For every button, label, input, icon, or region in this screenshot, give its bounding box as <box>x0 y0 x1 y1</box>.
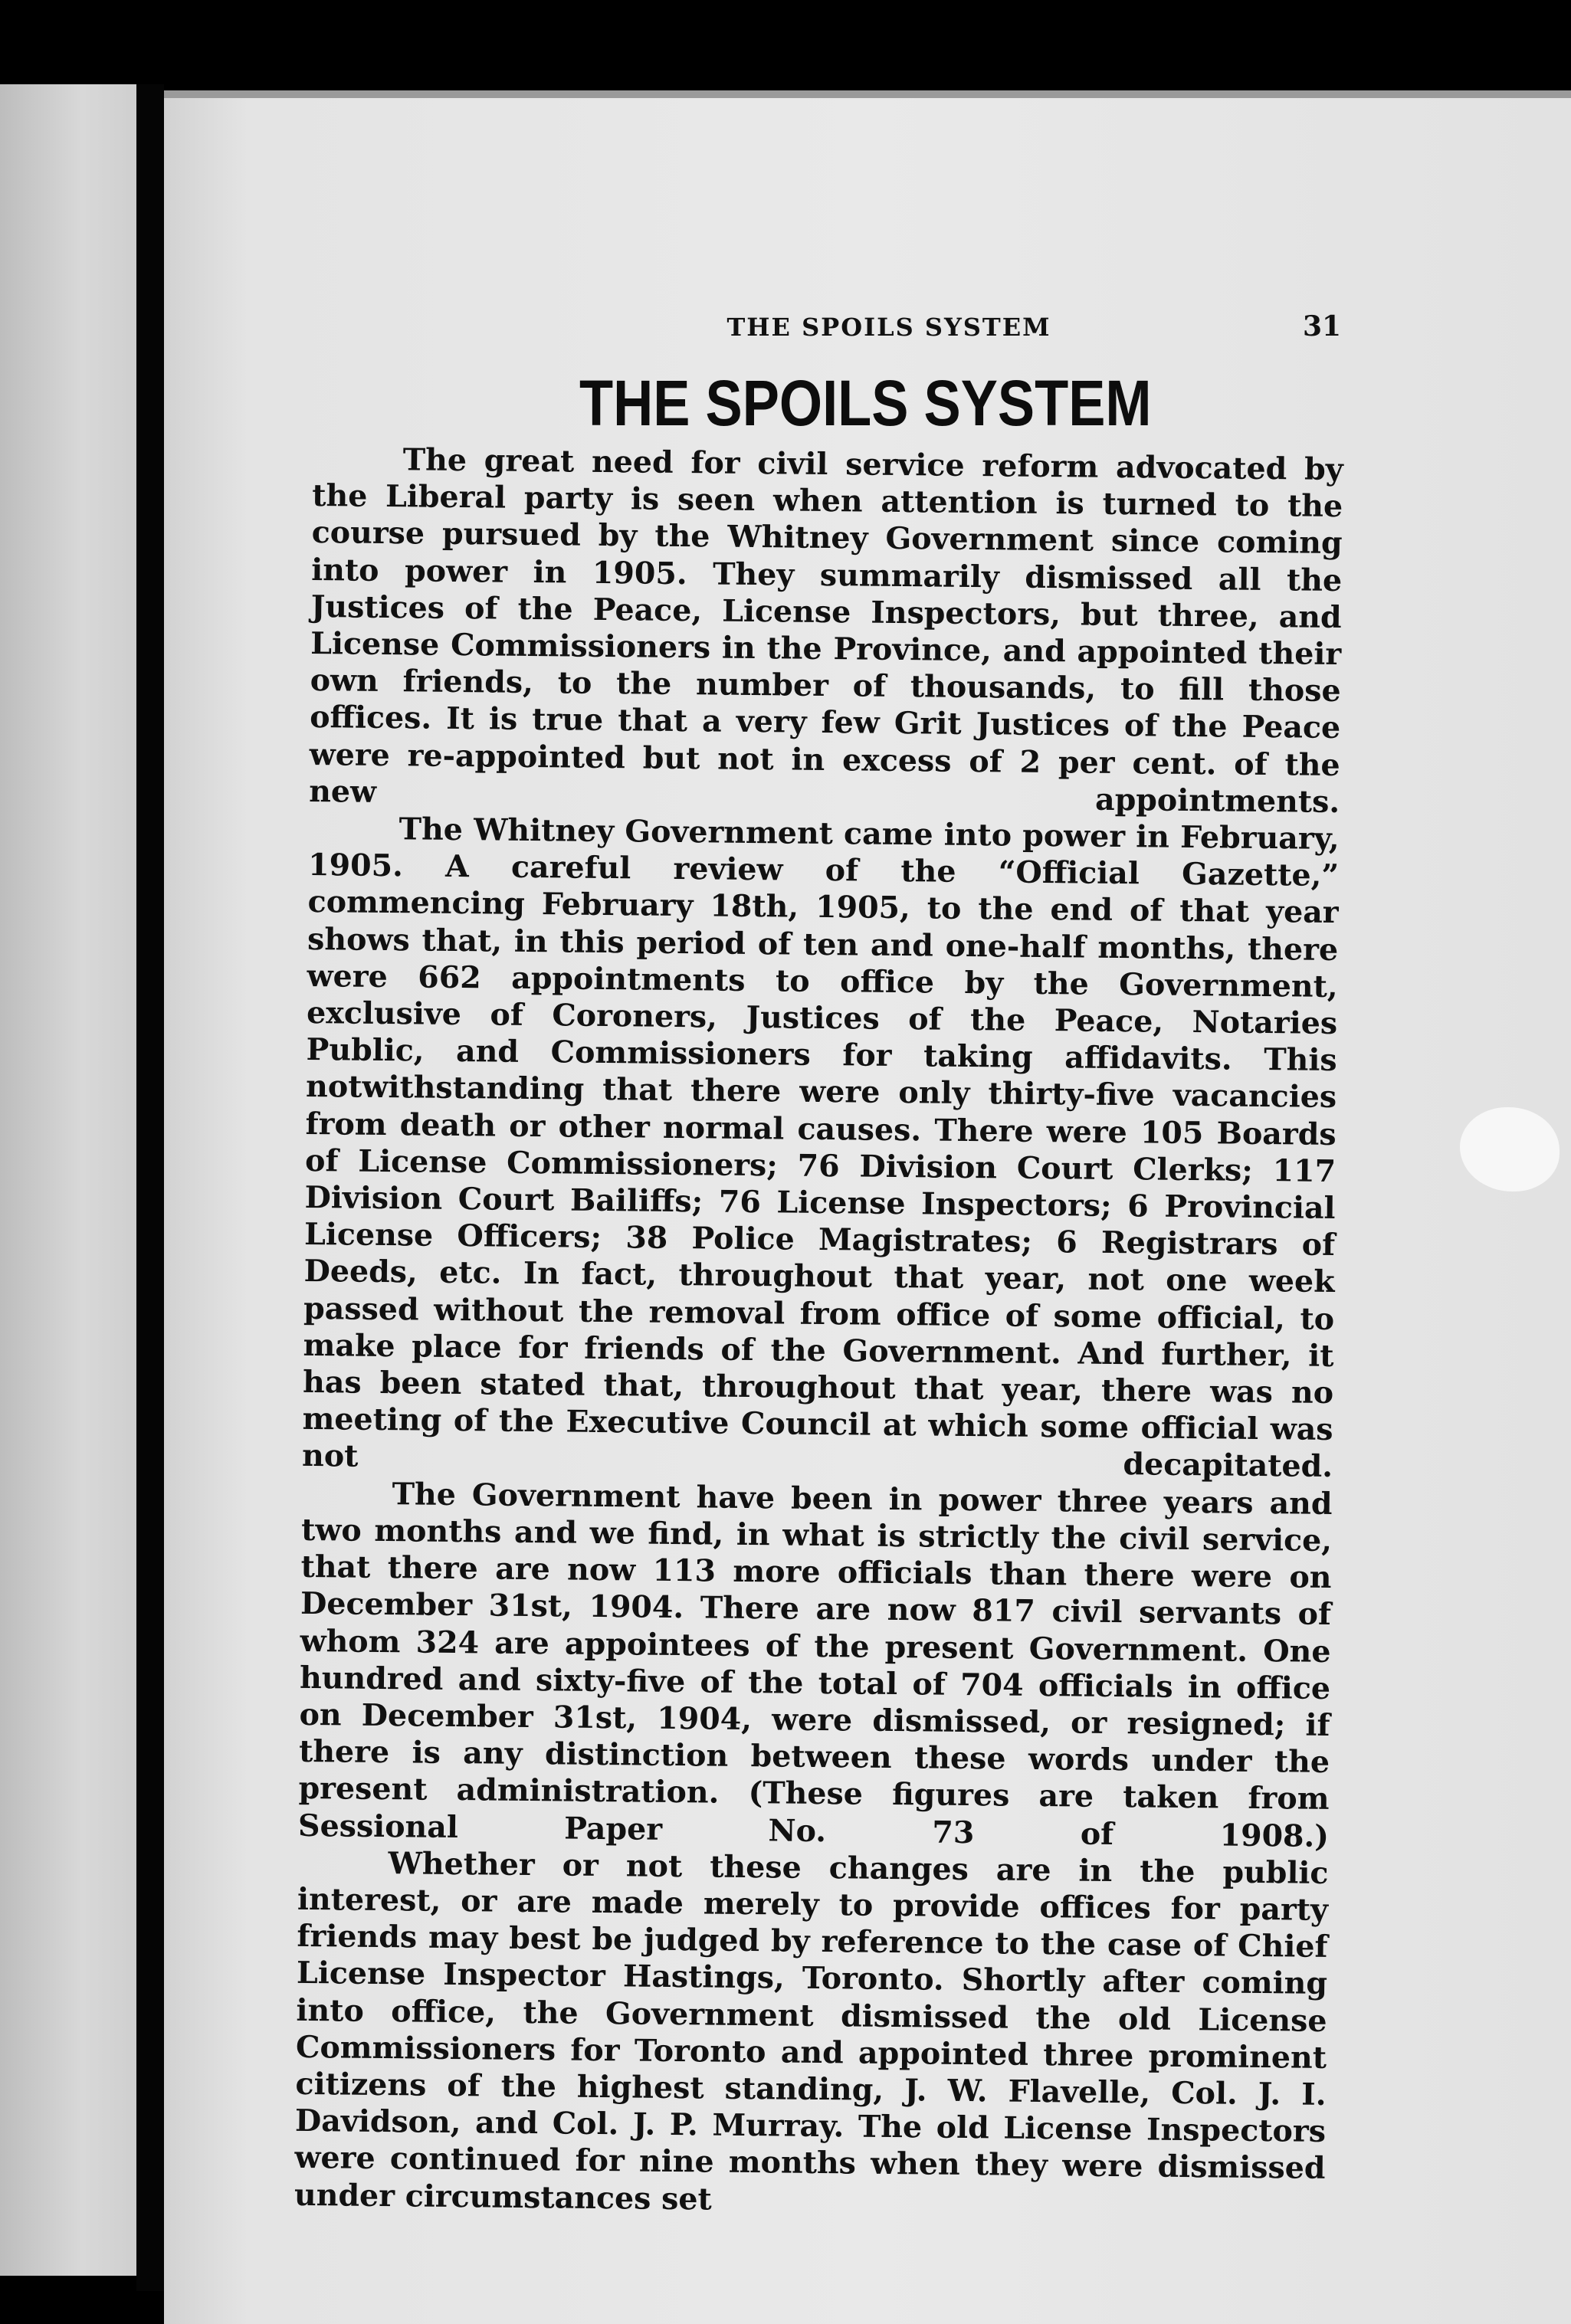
paragraph-3: The Government have been in power three years and two months and we find, in what is strictly the civil service, that there are now 113 more officials than there were on December 31st, 1904. There are now 817 civil servants of whom 324 are appointees of the present Government. One hundred and sixty-five of the total of 704 officials in office on December 31st, 1904, were dismissed, or resigned; if there is any distinction between these words under the present administration. (These figures are taken from Sessional Paper No. 73 of 1908.) <box>297 1476 1333 1854</box>
running-head: THE SPOILS SYSTEM <box>726 313 1051 342</box>
paragraph-1: The great need for civil service reform advocated by the Liberal party is seen when attention is turned to the course pursued by the Whitney Government since coming into power in 1905. They summarily dismissed all the Justices of the Peace, License Inspectors, but three, and License Commissioners in the Province, and appointed their own friends, to the number of thousands, to fill those offices. It is true that a very few Grit Justices of the Peace were re-appointed but not in excess of 2 per cent. of the new appointments. <box>308 442 1343 820</box>
paragraph-2: The Whitney Government came into power in February, 1905. A careful review of the “Official Gazette,” commencing February 18th, 1905, to the end of that year shows that, in this period of ten and one-half months, there were 662 appointments to office by the Government, exclusive of Coroners, Justices of the Peace, Notaries Public, and Commissioners for taking affidavits. This notwithstanding that there were only thirty-five vacancies from death or other normal causes. There were 105 Boards of License Commissioners; 76 Division Court Clerks; 117 Division Court Bailiffs; 76 License Inspectors; 6 Provincial License Officers; 38 Police Magistrates; 6 Registrars of Deeds, etc. In fact, throughout that year, not one week passed without the removal from office of some official, to make place for friends of the Government. And further, it has been stated that, throughout that year, there was no meeting of the Executive Council at which some official was not decapitated. <box>301 811 1340 1485</box>
left-page-edge <box>0 84 136 2276</box>
book-gutter <box>136 84 164 2291</box>
paragraph-4: Whether or not these changes are in the public interest, or are made merely to provide offices for party friends may best be judged by reference to the case of Chief License Inspector Hastings, Toronto. Shortly after coming into office, the Government dismissed the old License Commissioners for Toronto and appointed three prominent citizens of the highest standing, J. W. Flavelle, Col. J. I. Davidson, and Col. J. P. Murray. The old License Inspectors were continued for nine months when they were dismissed under circumstances set <box>294 1845 1329 2217</box>
body-text <box>294 441 1343 2224</box>
page-number: 31 <box>1303 310 1342 343</box>
page-title: THE SPOILS SYSTEM <box>579 367 1152 439</box>
